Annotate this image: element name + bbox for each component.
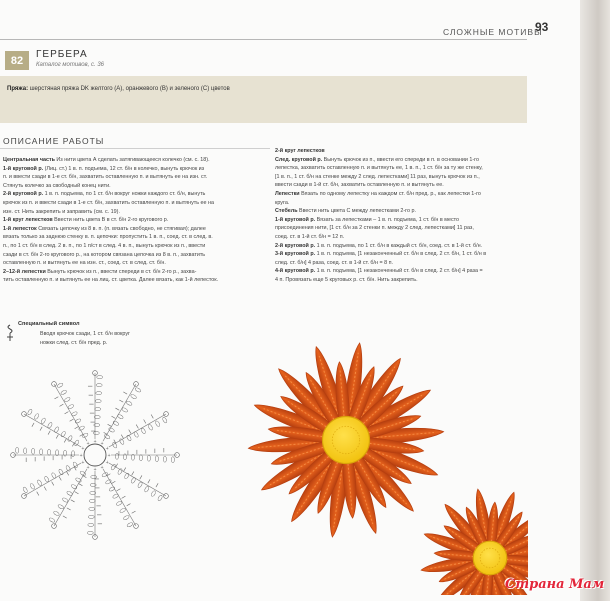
yarn-text: шерстяная пряжа DK желтого (A), оранжевого (B) и зеленого (C) цветов [29,86,230,92]
instruction-line [3,165,268,174]
instruction-text: соед. ст. в 1-й ст. б/н = 12 п. [275,233,345,240]
instruction-text: Из нити цвета А сделать затягивающееся колечко (см. с. 18). [54,157,210,163]
instruction-text: 1 в. п. подъема, [1 незаконченный ст. б/н в след. 2 ст. б/н, 1 ст. б/н в [315,251,487,258]
instruction-text: 1 в. п. подъема, по 1 ст. б/н вокруг ножки каждого ст. б/н, вынуть [43,191,206,198]
instruction-text: лепестка, захватить оставленную п. и вытянуть ее, 1 в. п., 1 ст. б/н за ту же стенку, [275,165,483,172]
instruction-line [3,173,268,182]
instruction-text: круга. [275,199,290,206]
instruction-text: тить оставленную п. и вытянуть ее на лиц. ст. цветка. Далее вязать, как 1-й лепесток. [3,277,219,284]
instruction-line [3,259,268,268]
chart-petal [101,469,138,529]
instruction-row-label: 2-й круговой р. [275,242,316,249]
instruction-text: п., по 1 ст. б/н в след. 2 в. п., по 1 п/ст в след. 4 в. п., вынуть крючок из п., ввести [3,242,206,249]
instruction-row-label: Стебель [275,208,298,215]
instruction-line [275,276,525,285]
motif-number-badge: 82 [5,51,29,70]
chart-petal [88,371,103,439]
instruction-row-label: Лепестки [275,190,300,197]
special-symbol-title: Специальный символ [18,321,80,327]
instruction-line [275,190,525,199]
instruction-line [275,147,525,156]
stitch-mark: + [93,438,97,444]
chart-petal [49,469,87,529]
instruction-line [3,216,268,225]
motif-title: ГЕРБЕРА [36,49,88,60]
yarn-label: Пряжа: [7,86,29,92]
instruction-text: сзади в ст. б/н 2-го кругового р., на котором связана цепочка из 8 в. п., захватить [3,251,206,258]
instruction-line [3,233,268,242]
instructions-left-column [3,156,268,285]
instruction-text: Связать цепочку из 8 в. п. (п. вязать свободно, не стягивая); далее [36,225,206,232]
instruction-row-label: 3-й круговой р. [275,251,316,258]
instruction-line [275,164,525,173]
stitch-mark: + [105,459,109,465]
chart-petal [87,471,102,539]
instruction-text: Вынуть крючок из п., ввести его спереди в п. в основании 1-го [322,156,480,163]
instruction-text: Ввести нить цвета С между лепестками 2-го р. [297,208,417,215]
special-stitch-symbol-icon [4,323,16,343]
catalog-reference: Каталог мотивов, с. 36 [36,62,105,68]
crochet-chart-diagram [10,355,200,560]
instruction-line [275,156,525,165]
instruction-line [275,233,525,242]
instruction-text: Стянуть колечко за свободный конец нити. [3,182,111,189]
instruction-line [3,276,268,285]
instruction-text: (Лиц. ст.) 1 в. п. подъема, 12 ст. б/н в колечко, вынуть крючок из [43,165,205,172]
instruction-text: п. и ввести сзади в 1-е ст. б/н, захватить оставленную п. и вытянуть ее на изн. ст. [3,174,208,181]
stitch-mark: + [81,459,85,465]
instruction-line [3,251,268,260]
yarn-info-box [0,76,527,123]
instruction-text: крючок из п. и ввести сзади в 1-е ст. б/н, захватить оставленную п. и вытянуть ее на [3,199,215,206]
instruction-row-label: 2-й круговой р. [3,191,44,198]
instruction-row-label: 2-й круг лепестков [275,148,325,154]
instruction-line [275,199,525,208]
special-symbol-line-1: Вводя крючок сзади, 1 ст. б/н вокруг [40,331,130,337]
instruction-text: Вынуть крючок из п., ввести спереди в ст. б/н 2-го р., захва- [45,268,197,275]
stitch-mark: + [105,445,109,451]
stitch-mark: + [107,452,111,458]
instruction-line [3,225,268,234]
instruction-row-label: Центральная часть [3,157,55,163]
watermark-text: Страна Мам [505,577,605,592]
instruction-line [275,173,525,182]
instruction-row-label: 1-й лепесток [3,225,37,232]
chart-petal [22,409,82,447]
stitch-mark: + [81,445,85,451]
stitch-mark: + [86,440,90,446]
instruction-text: 1 в. п. подъема, по 1 ст. б/н в каждый ст. б/н, соед. ст. в 1-й ст. б/н. [315,242,483,249]
instruction-line [275,242,525,251]
instruction-line [3,182,268,191]
stitch-mark: + [79,452,83,458]
instruction-line [3,190,268,199]
instruction-text: вязать только за заднюю стенку в. п. цепочки: пропустить 1 в. п., соед. ст. в след. в. [3,234,213,241]
instruction-line [3,242,268,251]
instruction-row-label: След. круговой р. [275,156,323,163]
instruction-text: [1 в. п., 1 ст. б/н на стенке между 2 след. лепестками] 11 раз, вынуть крючок из п., [275,173,480,180]
chart-petal [111,448,179,463]
instruction-line [275,267,525,276]
stitch-mark: + [86,464,90,470]
instruction-row-label: 1-й круговой р. [3,165,44,172]
instruction-text: присоединения нити, [1 ст. б/н за 2 стенки п. между 2 след. лепестками] 11 раз, [275,225,474,232]
instruction-line [3,268,268,277]
instruction-line [275,259,525,268]
gerbera-flower-photo [228,340,528,595]
instruction-line [3,156,268,165]
chart-petal [103,382,141,442]
instruction-row-label: 4-й круговой р. [275,268,316,275]
special-symbol-line-2: ножки след. ст. б/н пред. р. [40,340,108,346]
header-rule [0,39,527,40]
instruction-line [275,216,525,225]
instruction-text: ввести сзади в 1-й ст. б/н, захватить оставленную п. и вытянуть ее. [275,182,444,189]
instruction-row-label: 1-й круг лепестков [3,217,53,224]
book-gutter [580,0,610,601]
stitch-mark: + [100,440,104,446]
page-number: 93 [535,20,549,34]
instructions-right-column [275,147,525,285]
chart-petal [11,447,79,462]
instruction-line [275,224,525,233]
yarn-info [7,86,230,92]
description-rule [0,148,270,149]
instruction-line [275,181,525,190]
instruction-line [3,208,268,217]
chart-petal [109,412,169,449]
instruction-text: 4 п. Провязать еще 5 круговых р. ст. б/н. Нить закрепить. [275,276,418,283]
chart-petal [22,459,85,498]
stitch-mark: + [100,464,104,470]
instruction-text: оставленную п. и вытянуть ее на изн. ст., соед. ст. в след. ст. б/н. [3,260,166,267]
gerbera-flower-large [248,342,444,538]
instruction-text: изн. ст. Нить закрепить и заправить (см. с. 19). [3,208,120,215]
instruction-text: Вязать по одному лепестку на каждом ст. б/н пред. р., как лепестки 1-го [299,190,481,197]
instruction-text: Ввести нить цвета В в ст. б/н 2-го кругового р. [52,217,169,224]
chart-petal [109,463,169,501]
section-title: СЛОЖНЫЕ МОТИВЫ [443,27,543,37]
chart-petal [52,382,89,442]
instruction-line [3,199,268,208]
instruction-text: Вязать за лепестками – 1 в. п. подъема, 1 ст. б/н в место [315,216,460,223]
magic-ring [84,444,109,466]
instruction-text: 1 в. п. подъема, [1 незаконченный ст. б/н в след. 2 ст. б/н] 4 раза = [315,268,483,275]
instruction-line [275,250,525,259]
instruction-text: след. ст. б/н] 4 раза, соед. ст. в 1-й ст. б/н = 8 п. [275,259,394,266]
instruction-line [275,207,525,216]
description-heading: ОПИСАНИЕ РАБОТЫ [3,136,105,146]
instruction-row-label: 2–12-й лепестки [3,268,46,275]
stitch-mark: + [93,466,97,472]
instruction-row-label: 1-й круговой р. [275,216,316,223]
